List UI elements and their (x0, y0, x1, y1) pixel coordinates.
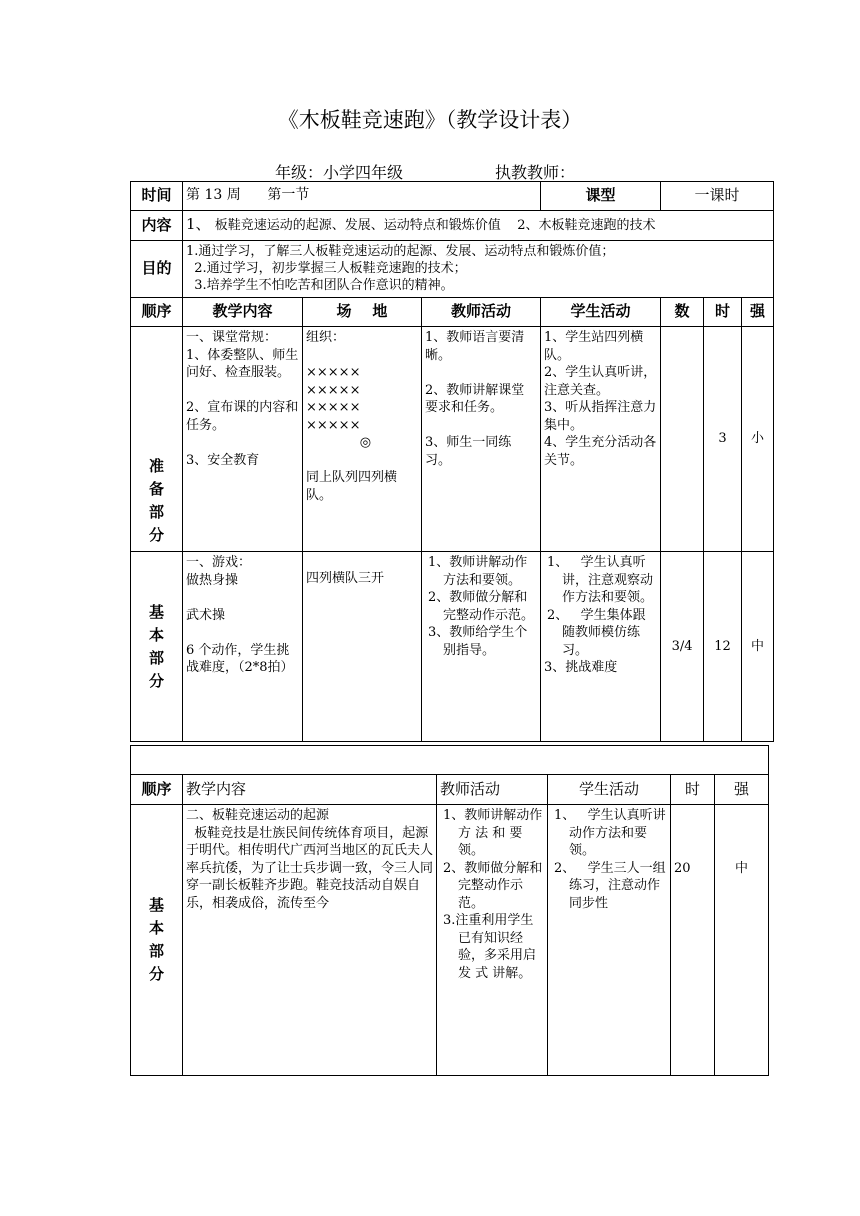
basic1-count: 3/4 (661, 552, 704, 742)
header-content: 教学内容 (183, 298, 303, 327)
goal-item: 2.通过学习，初步掌握三人板鞋竞速跑的技术； (186, 261, 467, 276)
header-row-1 (131, 298, 774, 327)
basic1-student-item: 1、 学生认真听讲，注意观察动作方法和要领。 (547, 555, 654, 605)
header-count: 数 (661, 298, 704, 327)
header2-teacher: 教师活动 (437, 775, 548, 805)
header-intensity: 强 (742, 298, 774, 327)
basic2-section-label: 基 本 部 分 (131, 805, 183, 1076)
subheading (275, 160, 576, 183)
goal-item: 3.培养学生不怕吃苦和团队合作意识的精神。 (186, 278, 454, 293)
teacher-label: 执教教师： (495, 163, 576, 182)
prep-intensity: 小 (742, 327, 774, 552)
basic1-teacher-item: 1、教师讲解动作方法和要领。 (428, 555, 528, 588)
basic2-student-item: 2、 学生三人一组练习，注意动作同步性 (554, 860, 666, 911)
time-label: 时间 (131, 182, 183, 211)
time-row (131, 182, 774, 211)
header2-time: 时 (671, 775, 715, 805)
basic2-time: 20 (671, 805, 715, 1076)
spacer-row (131, 746, 769, 775)
header2-intensity: 强 (715, 775, 769, 805)
prep-place: 组织： ××××× ××××× ××××× ××××× ◎ 同上队列四列横队。 (303, 327, 422, 552)
basic1-teacher (422, 552, 541, 742)
basic2-student (548, 805, 671, 1076)
basic1-student-item: 2、 学生集体跟随教师模仿练习。 (547, 607, 646, 658)
prep-teacher: 1、教师语言要清晰。 2、教师讲解课堂要求和任务。 3、师生一同练习。 (422, 327, 541, 552)
document-title: 《木板鞋竞速跑》（教学设计表） (277, 108, 583, 132)
lesson-table-1 (130, 181, 774, 742)
basic1-content: 一、游戏： 做热身操 武术操 6 个动作，学生挑战难度，（2*8拍） (183, 552, 303, 742)
basic1-teacher-item: 2、教师做分解和完整动作示范。 (428, 590, 535, 623)
prep-student: 1、学生站四列横队。 2、学生认真听讲，注意关查。 3、听从指挥注意力集中。 4、学生充分活动各关节。 (541, 327, 661, 552)
prep-section-label: 准 备 部 分 (131, 327, 183, 552)
goal-label: 目的 (131, 241, 183, 298)
header2-order: 顺序 (131, 775, 183, 805)
content-cell (183, 211, 774, 241)
content-number: 1、 (186, 215, 211, 234)
spacer-cell (131, 746, 769, 775)
goal-item: 1.通过学习，了解三人板鞋竞速运动的起源、发展、运动特点和锻炼价值； (186, 244, 615, 259)
prep-count (661, 327, 704, 552)
basic1-section-label: 基 本 部 分 (131, 552, 183, 742)
lesson-table-2 (130, 745, 769, 1076)
basic2-teacher-item: 1、教师讲解动作方 法 和 要领。 (443, 808, 543, 858)
content-label: 内容 (131, 211, 183, 241)
header-place: 场 地 (303, 298, 422, 327)
basic2-teacher (437, 805, 548, 1076)
type-value: 一课时 (661, 182, 774, 211)
basic1-intensity: 中 (742, 552, 774, 742)
basic-row-2 (131, 805, 769, 1076)
header-teacher: 教师活动 (422, 298, 541, 327)
type-label: 课型 (541, 182, 661, 211)
basic1-place: 四列横队三开 (303, 552, 422, 742)
header-student: 学生活动 (541, 298, 661, 327)
header2-content: 教学内容 (183, 775, 437, 805)
prep-time: 3 (704, 327, 742, 552)
header-row-2 (131, 775, 769, 805)
goal-cell (183, 241, 774, 298)
basic1-student-item: 3、挑战难度 (544, 660, 618, 675)
grade-label: 年级：小学四年级 (275, 163, 404, 182)
content-value: 板鞋竞速运动的起源、发展、运动特点和锻炼价值 2、木板鞋竞速跑的技术 (214, 218, 656, 234)
basic1-time: 12 (704, 552, 742, 742)
basic2-teacher-item: 2、教师做分解和完整动作示范。 (443, 860, 543, 911)
time-value: 第 13 周 第一节 (183, 182, 541, 211)
goal-row (131, 241, 774, 298)
basic1-teacher-item: 3、教师给学生个别指导。 (428, 625, 528, 658)
basic2-student-item: 1、 学生认真听讲动作方法和要领。 (554, 808, 666, 858)
prep-content: 一、课堂常规： 1、体委整队、师生问好、检查服装。 2、宣布课的内容和任务。 3、安全教育 (183, 327, 303, 552)
basic2-intensity: 中 (715, 805, 769, 1076)
basic2-teacher-item: 3.注重利用学生已有知识经验，多采用启 发 式 讲解。 (443, 913, 537, 981)
basic2-content: 二、板鞋竞速运动的起源 板鞋竞技是壮族民间传统体育项目，起源于明代。相传明代广西河当地区的瓦氏夫人率兵抗倭，为了让士兵步调一致，令三人同穿一副长板鞋齐步跑。鞋竞技活动自娱自乐，相袭成俗，流传至今 (183, 805, 437, 1076)
basic-row-1 (131, 552, 774, 742)
basic1-student (541, 552, 661, 742)
header-order: 顺序 (131, 298, 183, 327)
content-row (131, 211, 774, 241)
prep-row (131, 327, 774, 552)
header2-student: 学生活动 (548, 775, 671, 805)
header-time: 时 (704, 298, 742, 327)
